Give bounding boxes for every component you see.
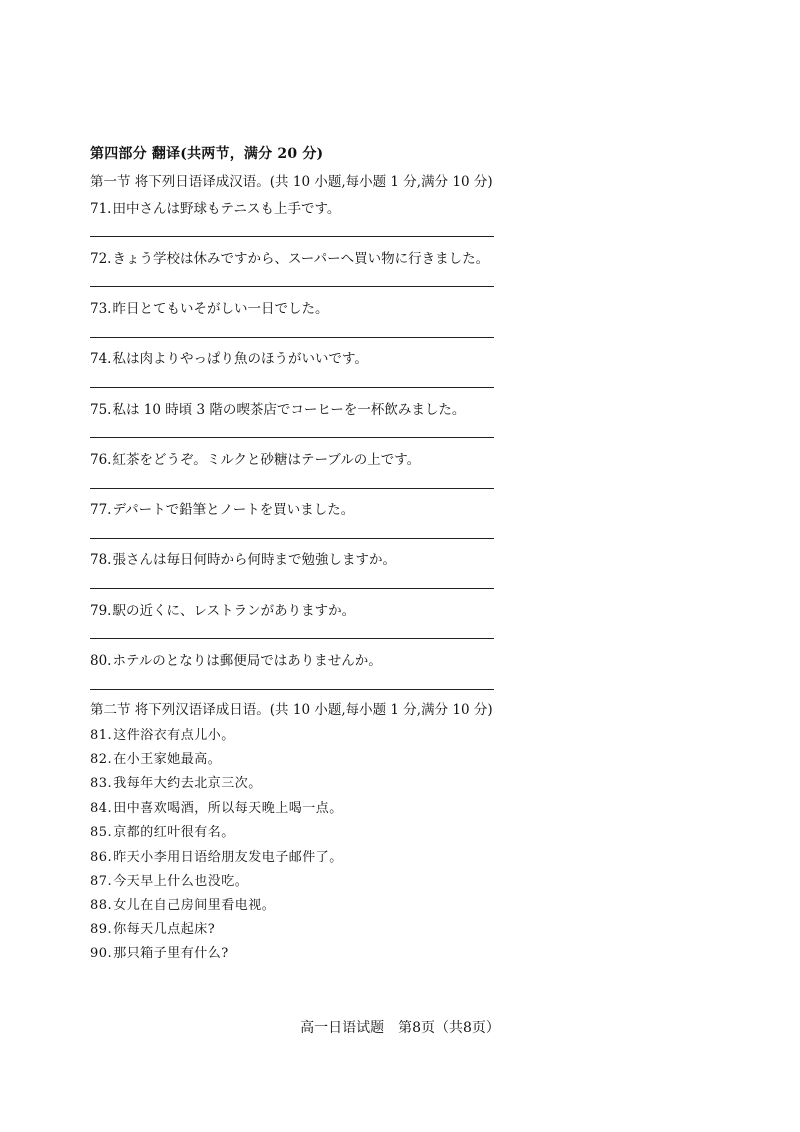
answer-line-73[interactable] [90,337,494,338]
question-83 [90,772,262,791]
question-number: 77. [90,502,112,518]
question-text: 那只箱子里有什么? [113,946,229,961]
question-78 [90,548,396,568]
question-text: 女儿在自己房间里看电视。 [113,898,276,913]
section1-title: 第一节 将下列日语译成汉语。(共 10 小题,每小题 1 分,满分 10 分) [90,174,493,190]
question-87 [90,870,248,889]
question-text: 今天早上什么也没吃。 [113,874,249,889]
question-80 [90,649,382,669]
question-text: 駅の近くに、レストランがありますか。 [112,603,356,619]
answer-line-71[interactable] [90,236,494,237]
question-number: 84. [90,801,113,816]
question-text: 昨天小李用日语给朋友发电子邮件了。 [113,850,343,865]
question-84 [90,797,343,816]
question-text: 私は肉よりやっぱり魚のほうがいいです。 [112,351,368,367]
question-90 [90,942,229,961]
question-number: 75. [90,402,112,418]
question-81 [90,724,235,743]
question-text: 田中さんは野球もテニスも上手です。 [112,201,341,217]
answer-line-80[interactable] [90,689,494,690]
question-text: きょう学校は休みですから、スーパーへ買い物に行きました。 [112,251,490,267]
answer-line-76[interactable] [90,488,494,489]
question-number: 88. [90,898,113,913]
question-72 [90,247,489,267]
section2-title: 第二节 将下列汉语译成日语。(共 10 小题,每小题 1 分,满分 10 分) [90,702,493,718]
answer-line-78[interactable] [90,588,494,589]
question-text: 紅茶をどうぞ。ミルクと砂糖はテーブルの上です。 [112,452,421,468]
question-number: 90. [90,946,113,961]
question-number: 85. [90,825,113,840]
question-text: ホテルのとなりは郵便局ではありませんか。 [112,653,382,669]
question-86 [90,846,343,865]
question-77 [90,498,354,518]
question-text: 在小王家她最高。 [113,752,222,767]
answer-line-72[interactable] [90,286,494,287]
question-82 [90,748,221,767]
question-76 [90,448,420,468]
question-number: 87. [90,874,113,889]
part-title: 第四部分 翻译(共两节，满分 20 分) [90,146,324,162]
question-text: 你每天几点起床? [113,922,216,937]
page-footer: 高一日语试题 第8页（共8页） [300,1020,500,1036]
question-number: 79. [90,603,112,619]
question-number: 74. [90,351,112,367]
question-71 [90,197,340,217]
question-text: 張さんは毎日何時から何時まで勉強しますか。 [112,552,396,568]
question-number: 78. [90,552,112,568]
question-text: 这件浴衣有点儿小。 [113,728,235,743]
question-73 [90,297,328,317]
question-number: 86. [90,850,113,865]
question-text: 京都的红叶很有名。 [113,825,235,840]
question-number: 72. [90,251,112,267]
question-text: 私は 10 時頃 3 階の喫茶店でコーヒーを一杯飲みました。 [112,402,466,418]
question-number: 71. [90,201,112,217]
question-text: 我每年大约去北京三次。 [113,776,262,791]
answer-line-74[interactable] [90,387,494,388]
question-74 [90,347,368,367]
question-79 [90,599,355,619]
question-number: 81. [90,728,113,743]
answer-line-79[interactable] [90,638,494,639]
question-number: 76. [90,452,112,468]
question-75 [90,398,465,418]
question-88 [90,894,275,913]
question-text: 田中喜欢喝酒，所以每天晚上喝一点。 [113,801,343,816]
answer-line-75[interactable] [90,437,494,438]
question-number: 82. [90,752,113,767]
answer-line-77[interactable] [90,538,494,539]
question-number: 80. [90,653,112,669]
question-text: デパートで鉛筆とノートを買いました。 [112,502,355,518]
question-number: 83. [90,776,113,791]
question-89 [90,918,215,937]
question-number: 73. [90,301,112,317]
question-text: 昨日とてもいそがしい一日でした。 [112,301,329,317]
question-number: 89. [90,922,113,937]
question-85 [90,821,235,840]
